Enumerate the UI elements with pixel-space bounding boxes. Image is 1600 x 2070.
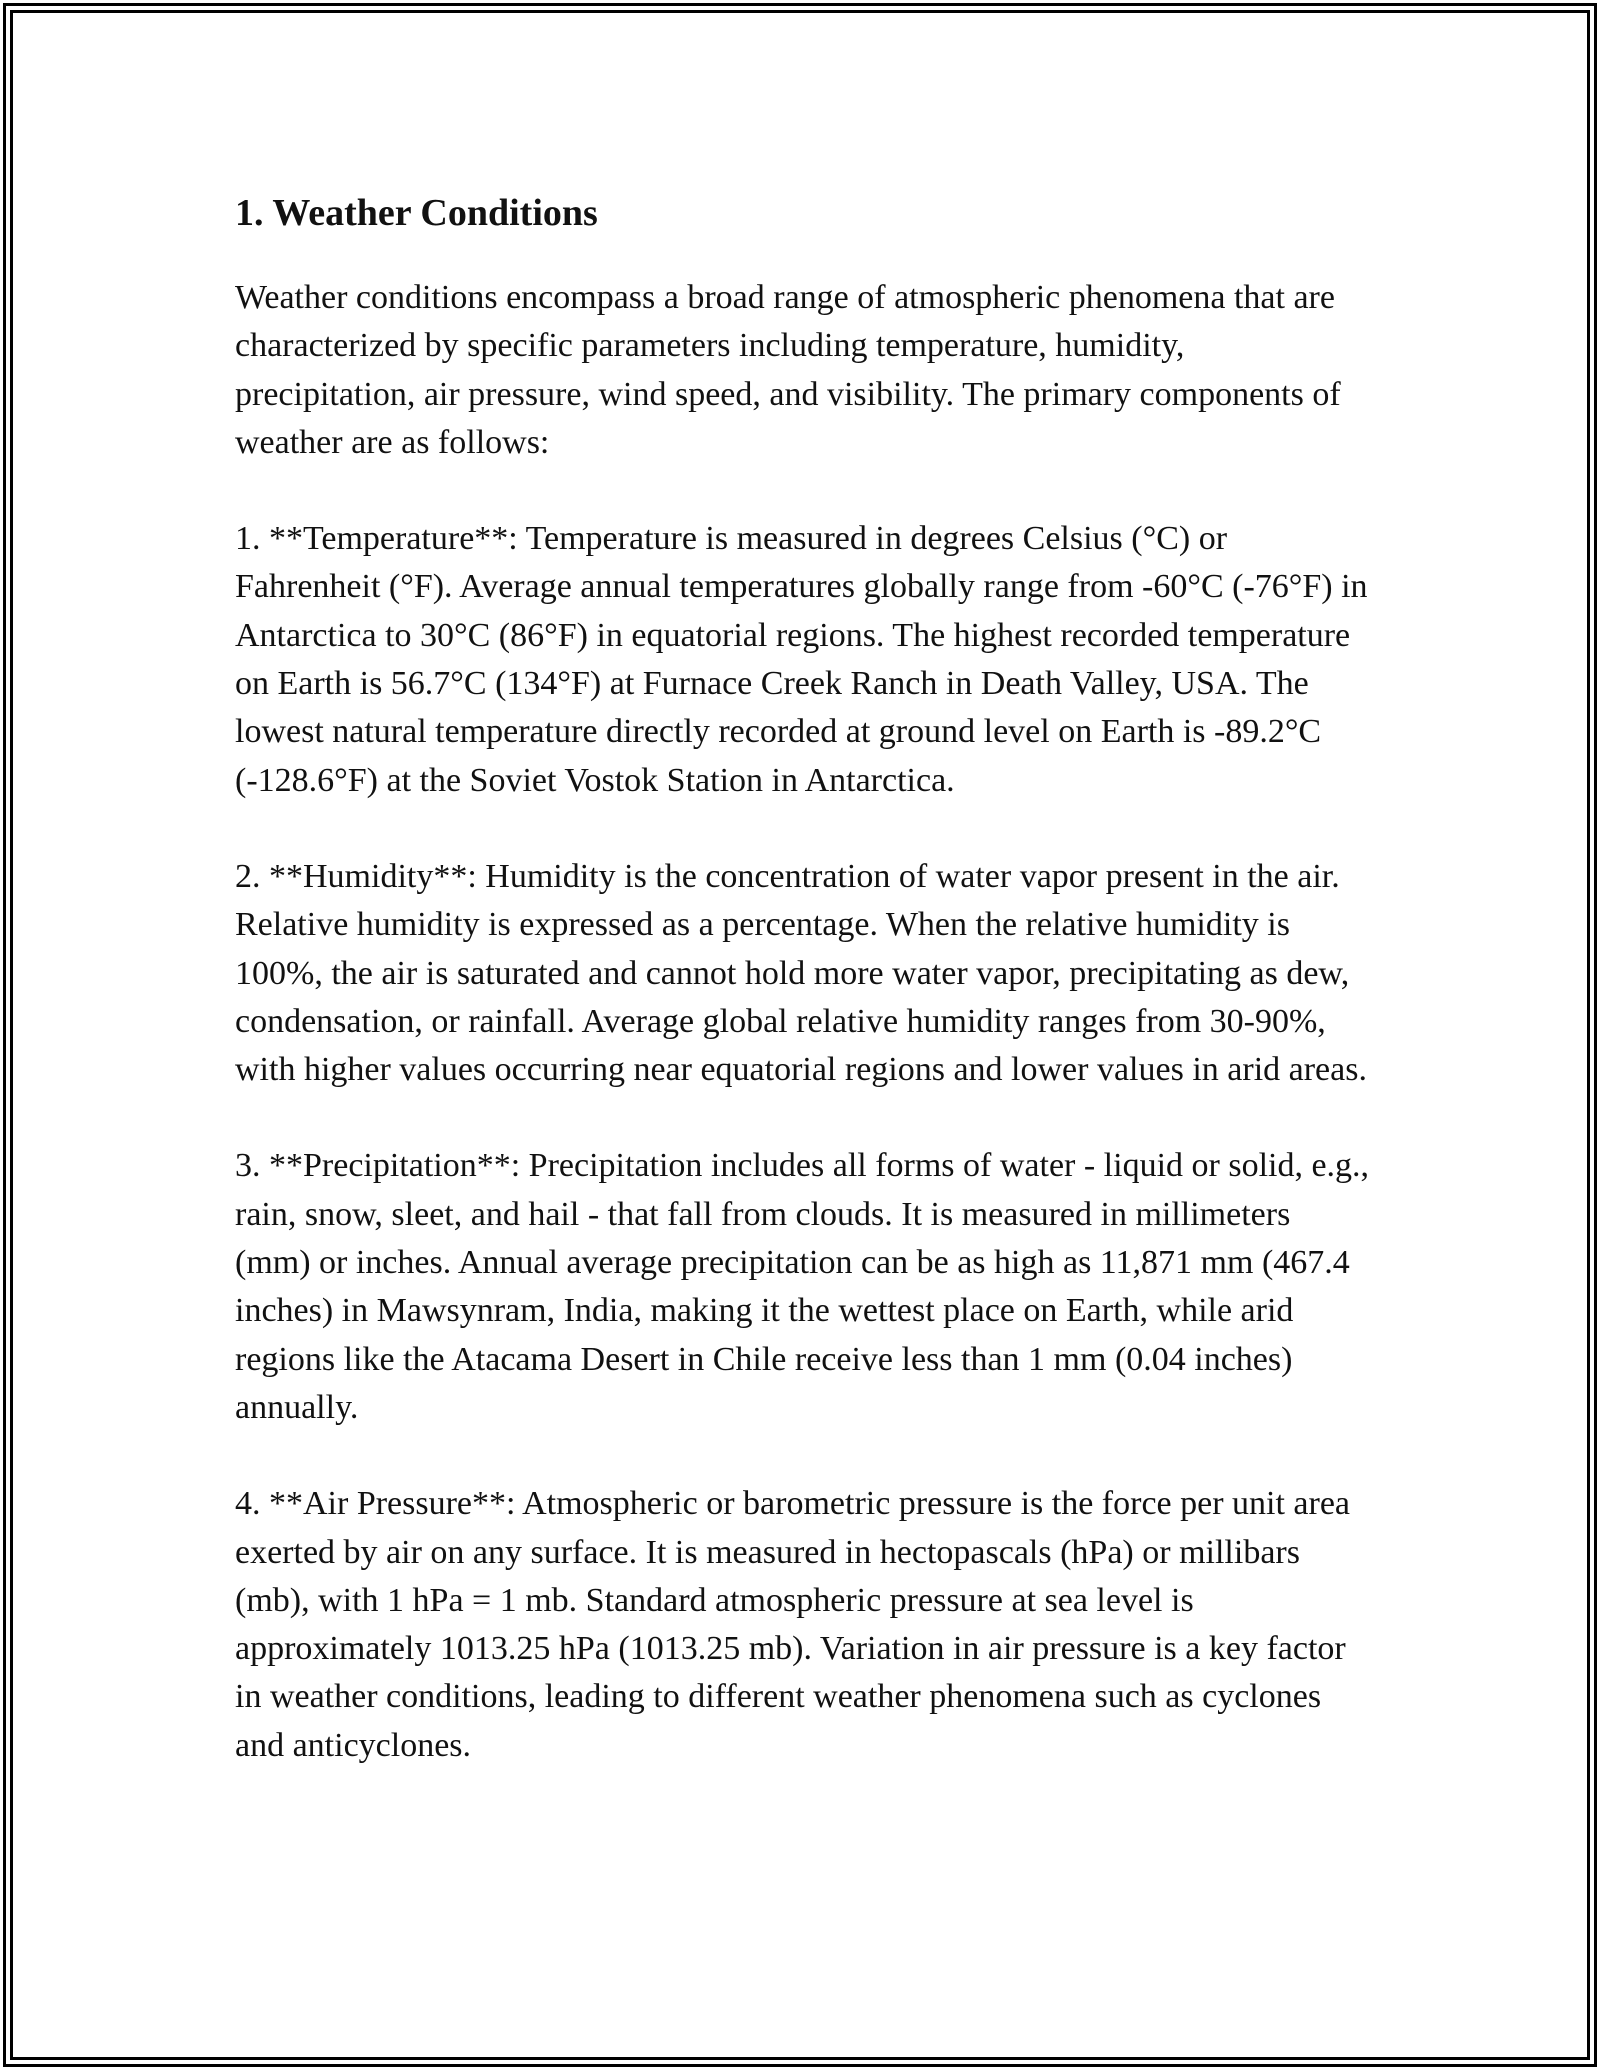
air-pressure-paragraph: 4. **Air Pressure**: Atmospheric or barometric pressure is the force per unit area exerted by air on any surface. It is measured in hectopascals (hPa) or millibars (mb), with 1 hPa = 1 mb. Standard atmospheric pressure at sea level is approximately 1013.25 hPa (1013.25 mb). Variation in air pressure is a key factor in weather conditions, leading to different weather phenomena such as cyclones and anticyclones. (235, 1485, 1351, 1764)
intro-paragraph: Weather conditions encompass a broad range of atmospheric phenomena that are characterized by specific parameters including temperature, humidity, precipitation, air pressure, wind speed, and visibility. The primary components of weather are as follows: (235, 279, 1341, 461)
document-body (235, 180, 1370, 1818)
section-heading: 1. Weather Conditions (235, 192, 598, 234)
precipitation-paragraph: 3. **Precipitation**: Precipitation includes all forms of water - liquid or solid, e.g., rain, snow, sleet, and hail - that fall from clouds. It is measured in millimeters (mm) or inches. Annual average precipitation can be as high as 11,871 mm (467.4 inches) in Mawsynram, India, making it the wettest place on Earth, while arid regions like the Atacama Desert in Chile receive less than 1 mm (0.04 inches) annually. (235, 1147, 1370, 1426)
humidity-paragraph: 2. **Humidity**: Humidity is the concentration of water vapor present in the air. Relative humidity is expressed as a percentage. When the relative humidity is 100%, the air is saturated and cannot hold more water vapor, precipitating as dew, condensation, or rainfall. Average global relative humidity ranges from 30-90%, with higher values occurring near equatorial regions and lower values in arid areas. (235, 857, 1367, 1089)
temperature-paragraph: 1. **Temperature**: Temperature is measured in degrees Celsius (°C) or Fahrenheit (°F). Average annual temperatures globally range from -60°C (-76°F) in Antarctica to 30°C (86°F) in equatorial regions. The highest recorded temperature on Earth is 56.7°C (134°F) at Furnace Creek Ranch in Death Valley, USA. The lowest natural temperature directly recorded at ground level on Earth is -89.2°C (-128.6°F) at the Soviet Vostok Station in Antarctica. (235, 520, 1368, 799)
